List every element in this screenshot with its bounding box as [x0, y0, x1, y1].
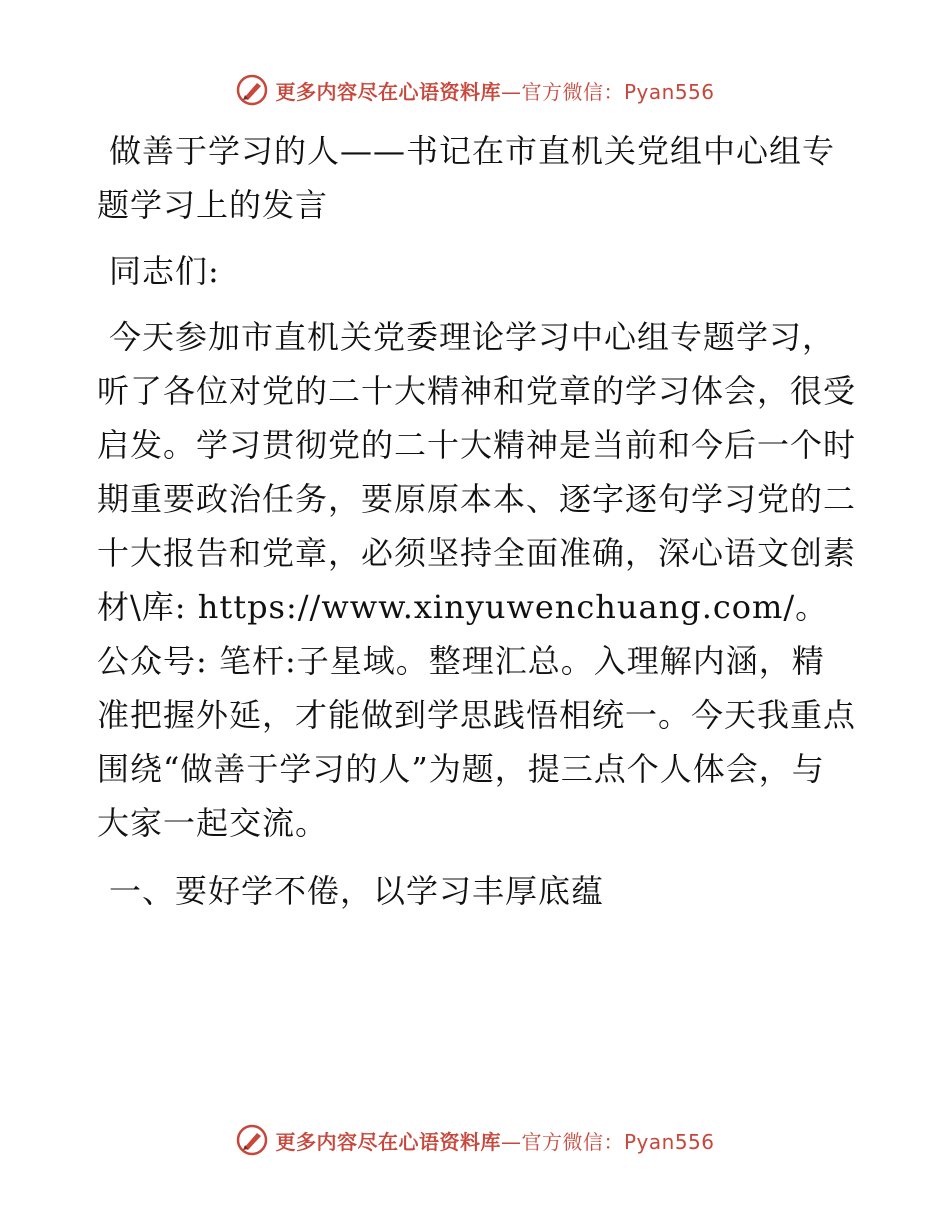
banner-slogan: 更多内容尽在心语资料库 — [275, 1129, 501, 1154]
banner-wechat-id: Pyan556 — [623, 1129, 715, 1154]
document-body — [97, 124, 857, 918]
document-title: 做善于学习的人——书记在市直机关党组中心组专题学习上的发言 — [97, 132, 836, 224]
banner-dash: — — [500, 1129, 522, 1154]
greeting: 同志们: — [109, 252, 220, 290]
banner-wechat-id: Pyan556 — [623, 79, 715, 104]
header-banner — [0, 70, 950, 110]
banner-wechat-label: 官方微信： — [521, 1129, 624, 1154]
banner-text — [275, 1126, 714, 1155]
footer-banner — [0, 1120, 950, 1160]
section-heading-1: 一、要好学不倦，以学习丰厚底蕴 — [109, 872, 605, 910]
body-paragraph: 今天参加市直机关党委理论学习中心组专题学习，听了各位对党的二十大精神和党章的学习体会，很受启发。学习贯彻党的二十大精神是当前和今后一个时期重要政治任务，要原原本本、逐字逐句学习党的二十大报告和党章，必须坚持全面准确，深心语文创素材\库: https://www.xinyuwenchuang.com/。公众号: 笔杆:子星域。整理汇总。入理解内涵，精准把握外延，才能做到学思践悟相统一。今天我重点围绕“做善于学习的人”为题，提三点个人体会，与大家一起交流。 — [97, 318, 857, 842]
banner-slogan: 更多内容尽在心语资料库 — [275, 79, 501, 104]
pen-in-circle-icon — [235, 1123, 269, 1157]
banner-wechat-label: 官方微信： — [521, 79, 624, 104]
pen-in-circle-icon — [235, 73, 269, 107]
banner-dash: — — [500, 79, 522, 104]
banner-text — [275, 76, 714, 105]
